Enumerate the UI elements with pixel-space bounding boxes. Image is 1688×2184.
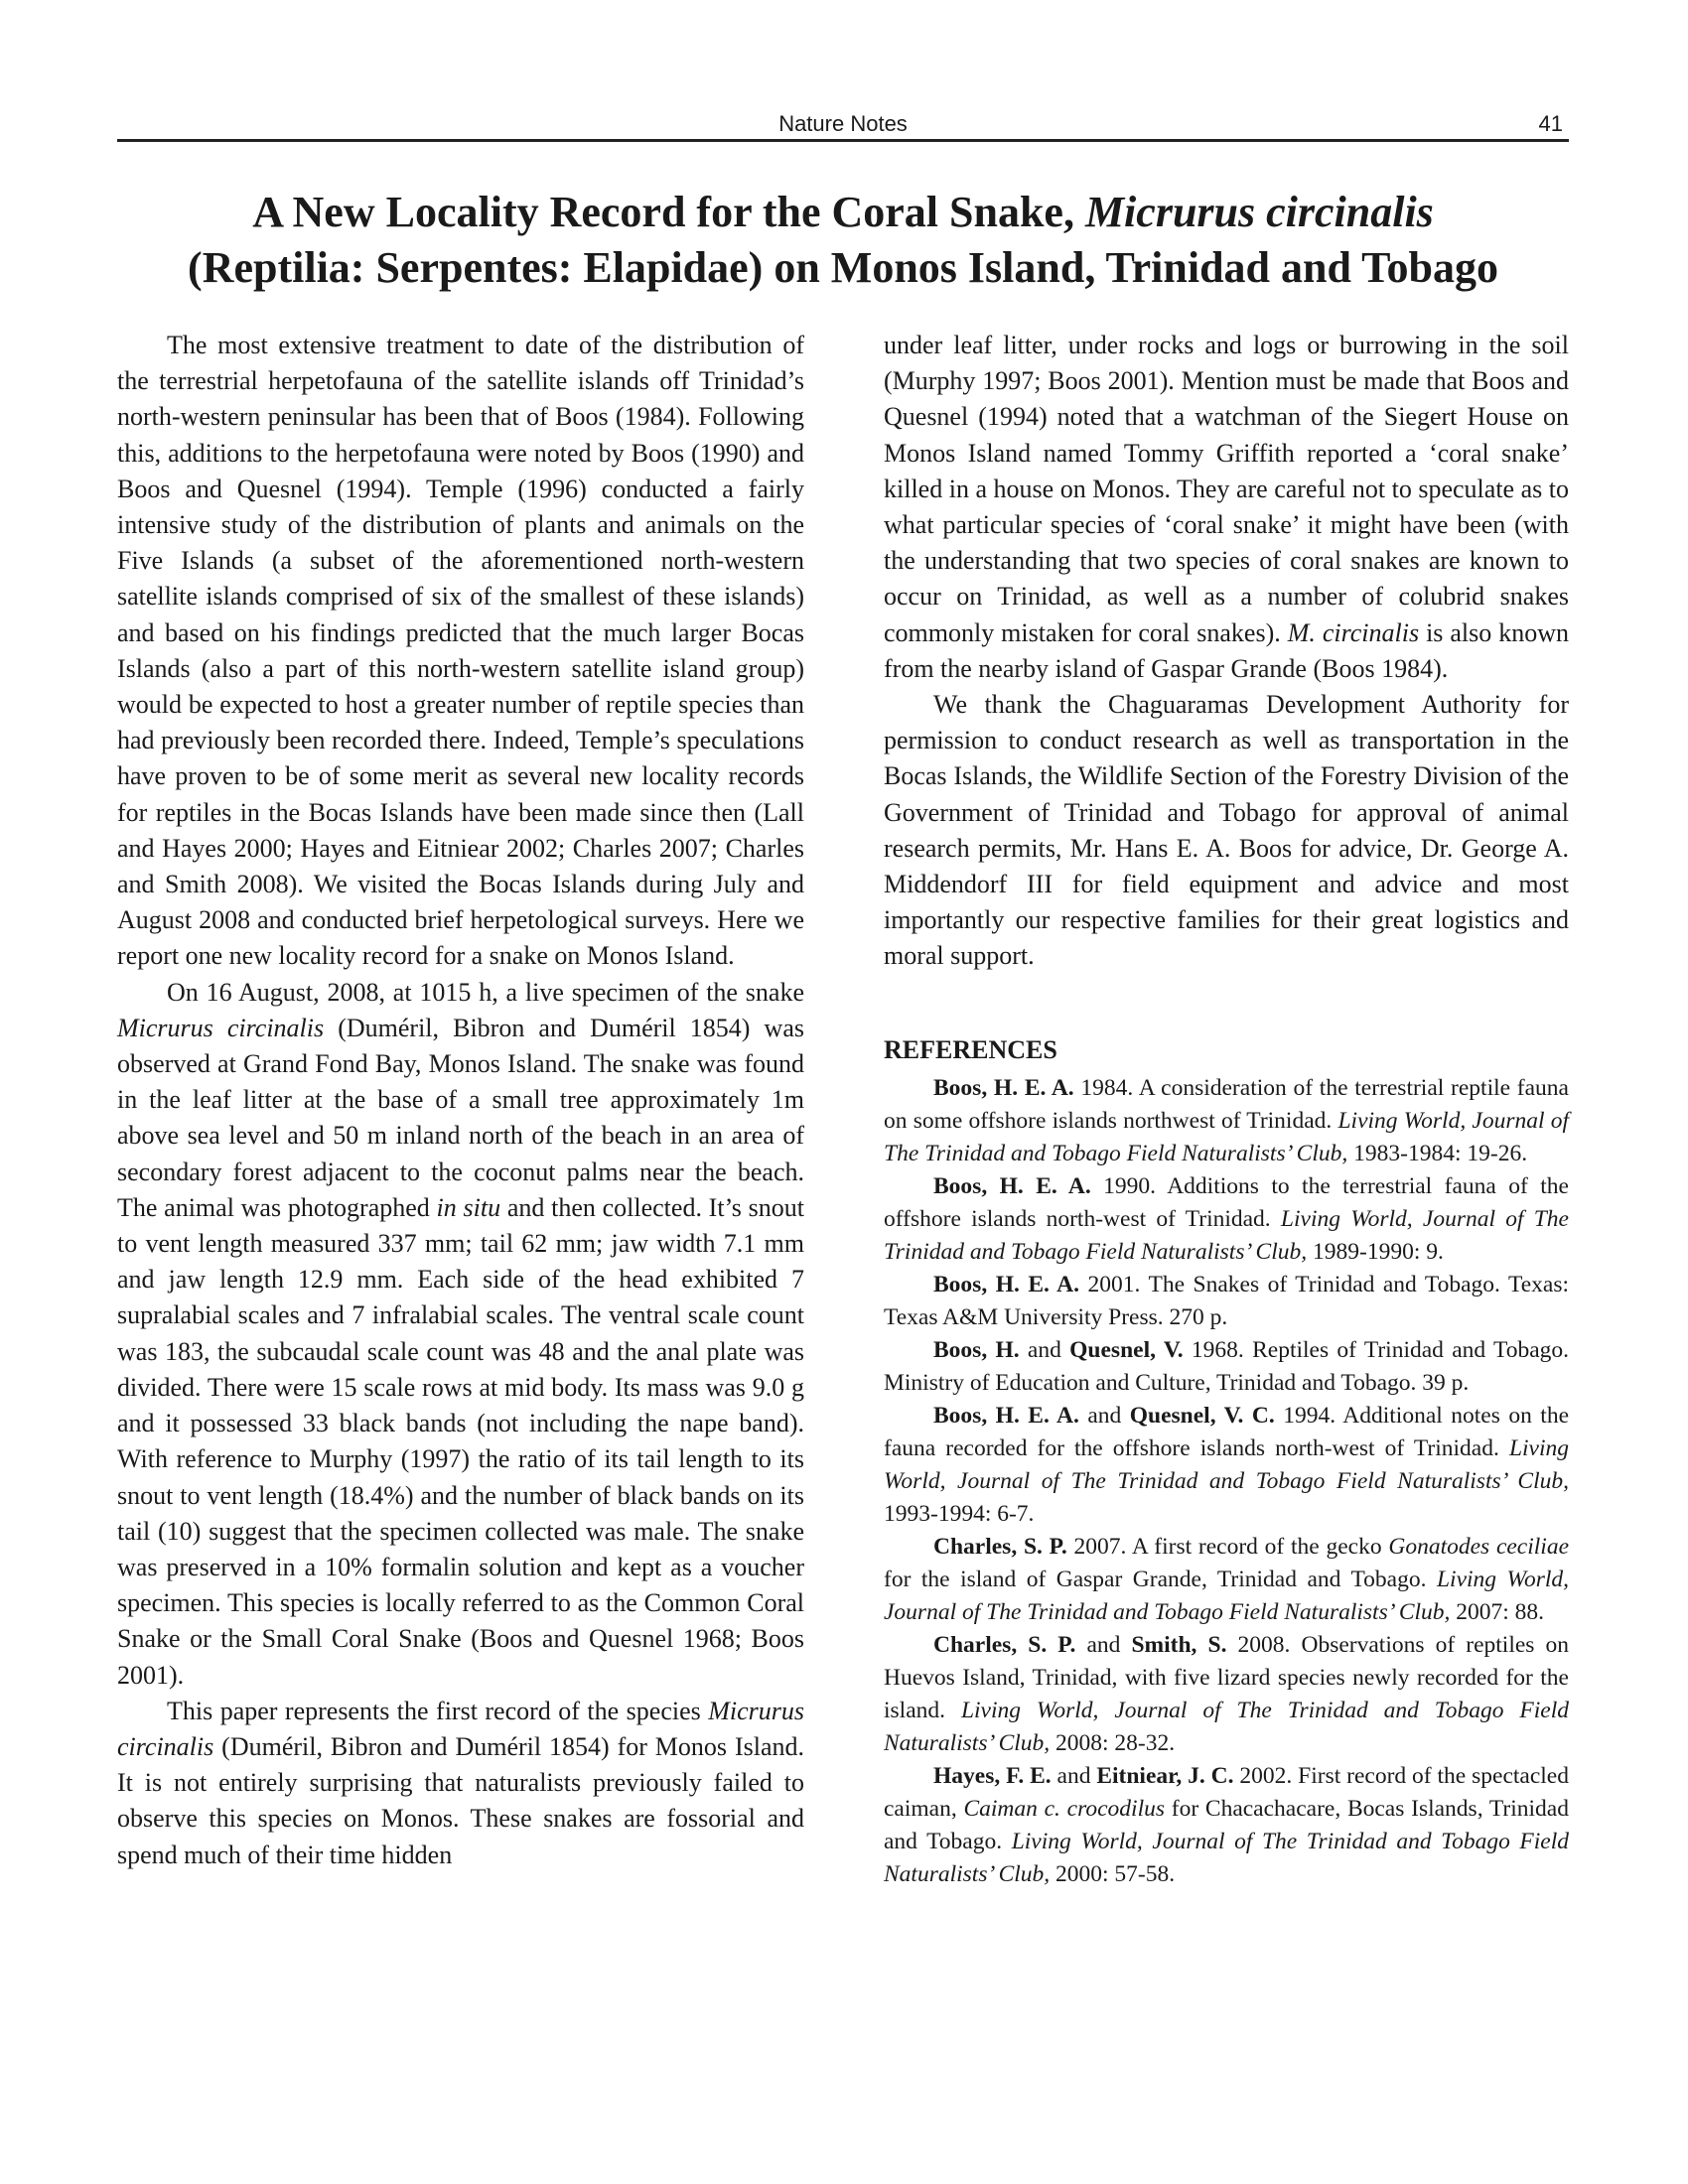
reference-item: [884, 1334, 1569, 1400]
header-rule: [117, 139, 1569, 142]
ref-author-2: Quesnel, V.: [1069, 1336, 1184, 1363]
ref-text: 1968. Reptiles of Trinidad and Tobago. Ministry of Education and Culture, Trinidad and Tobago. 39 p.: [884, 1336, 1569, 1396]
ref-species: Caiman c. crocodilus: [963, 1795, 1166, 1822]
article-title: [117, 185, 1569, 296]
body-paragraph-3-continued: [884, 328, 1569, 687]
right-column: [884, 328, 1569, 1891]
ref-text: 2007. A first record of the gecko: [1066, 1533, 1389, 1560]
ref-text: 1990. Additions to the terrestrial fauna of the offshore islands north-west of Trinidad.: [884, 1172, 1569, 1232]
ref-text: 2001. The Snakes of Trinidad and Tobago. Texas: Texas A&M University Press. 270 p.: [884, 1271, 1570, 1330]
ref-text-2: for the island of Gaspar Grande, Trinidad and Tobago.: [884, 1566, 1437, 1592]
ref-author: Boos, H. E. A.: [933, 1074, 1074, 1101]
references-heading: REFERENCES: [884, 1034, 1057, 1064]
ref-journal: Living World, Journal of The Trinidad and Tobago Field Naturalists’ Club,: [884, 1828, 1569, 1887]
p3c-species: M. circinalis: [1287, 617, 1420, 647]
ref-author-2: Quesnel, V. C.: [1129, 1402, 1275, 1429]
p3c-text-b: is also known from the nearby island of Gaspar Grande (Boos 1984).: [884, 617, 1570, 683]
ref-author: Boos, H.: [933, 1336, 1020, 1363]
ref-pages: 2000: 57-58.: [1050, 1860, 1176, 1887]
p2-species: Micrurus circinalis: [117, 1013, 325, 1042]
reference-item: [884, 1269, 1569, 1334]
running-header: [117, 111, 1569, 139]
p2-text-b: (Duméril, Bibron and Duméril 1854) was observed at Grand Fond Bay, Monos Island. The snake was found in the leaf litter at the base of a small tree approximately 1m above sea level and 50 m inland north of the beach in an area of secondary forest adjacent to the coconut palms near the beach. The animal was photographed: [117, 1013, 804, 1222]
title-text-pre: A New Locality Record for the Coral Snake,: [252, 188, 1085, 236]
ref-and: and: [1019, 1336, 1070, 1363]
ref-text: 1994. Additional notes on the fauna recorded for the offshore islands north-west of Trinidad.: [884, 1402, 1569, 1461]
reference-item: [884, 1400, 1569, 1531]
ref-author: Charles, S. P.: [933, 1631, 1076, 1658]
p2-text-c: and then collected. It’s snout to vent length measured 337 mm; tail 62 mm; jaw width 7.1 mm and jaw length 12.9 mm. Each side of the head exhibited 7 supralabial scales and 7 infralabial scales. The ventral scale count was 183, the subcaudal scale count was 48 and the anal plate was divided. There were 15 scale rows at mid body. Its mass was 9.0 g and it possessed 33 black bands (not including the nape band). With reference to Murphy (1997) the ratio of its tail length to its snout to vent length (18.4%) and the number of black bands on its tail (10) suggest that the specimen collected was male. The snake was preserved in a 10% formalin solution and kept as a voucher specimen. This species is locally referred to as the Common Coral Snake or the Small Coral Snake (Boos and Quesnel 1968; Boos 2001).: [117, 1192, 804, 1690]
ref-pages: 2007: 88.: [1450, 1598, 1545, 1625]
ref-journal: Living World, Journal of The Trinidad and Tobago Field Naturalists’ Club,: [884, 1697, 1569, 1756]
ref-pages: 1989-1990: 9.: [1307, 1238, 1444, 1265]
ref-pages: 2008: 28-32.: [1050, 1729, 1176, 1756]
ref-author: Hayes, F. E.: [933, 1762, 1052, 1789]
ref-author: Boos, H. E. A.: [933, 1271, 1079, 1297]
reference-item: [884, 1629, 1569, 1760]
body-paragraph-2: [117, 975, 804, 1694]
p2-in-situ: in situ: [436, 1192, 501, 1222]
ref-text: 2002. First record of the spectacled caiman,: [884, 1762, 1569, 1822]
p2-text-a: On 16 August, 2008, at 1015 h, a live specimen of the snake: [167, 977, 804, 1007]
title-text-post: (Reptilia: Serpentes: Elapidae) on Monos Island, Trinidad and Tobago: [188, 243, 1498, 292]
body-paragraph-1: The most extensive treatment to date of the distribution of the terrestrial herpetofauna of the satellite islands off Trinidad’s north-western peninsular has been that of Boos (1984). Following this, additions to the herpetofauna were noted by Boos (1990) and Boos and Quesnel (1994). Temple (1996) conducted a fairly intensive study of the distribution of plants and animals on the Five Islands (a subset of the aforementioned north-western satellite islands comprised of six of the smallest of these islands) and based on his findings predicted that the much larger Bocas Islands (also a part of this north-western satellite island group) would be expected to host a greater number of reptile species than had previously been recorded there. Indeed, Temple’s speculations have proven to be of some merit as several new locality records for reptiles in the Bocas Islands have been made since then (Lall and Hayes 2000; Hayes and Eitniear 2002; Charles 2007; Charles and Smith 2008). We visited the Bocas Islands during July and August 2008 and conducted brief herpetological surveys. Here we report one new locality record for a snake on Monos Island.: [117, 331, 804, 971]
ref-author-2: Eitniear, J. C.: [1096, 1762, 1234, 1789]
ref-text: 2008. Observations of reptiles on Huevos Island, Trinidad, with five lizard species newly recorded for the island.: [884, 1631, 1570, 1723]
ref-and: and: [1075, 1631, 1132, 1658]
ref-journal: Living World, Journal of The Trinidad and Tobago Field Naturalists’ Club,: [884, 1566, 1569, 1625]
page-number: 41: [1538, 111, 1563, 136]
ref-author: Charles, S. P.: [933, 1533, 1067, 1560]
p3-species: Micrurus circinalis: [117, 1696, 804, 1761]
ref-and: and: [1051, 1762, 1097, 1789]
reference-item: [884, 1072, 1569, 1170]
ref-pages: 1993-1994: 6-7.: [884, 1500, 1035, 1527]
reference-item: [884, 1531, 1569, 1629]
ref-pages: 1983-1984: 19-26.: [1347, 1140, 1528, 1166]
ref-journal: Living World, Journal of The Trinidad and Tobago Field Naturalists’ Club,: [884, 1205, 1569, 1265]
reference-item: [884, 1170, 1569, 1269]
p3-text-b: (Duméril, Bibron and Duméril 1854) for Monos Island. It is not entirely surprising that naturalists previously failed to observe this species on Monos. These snakes are fossorial and spend much of their time hidden: [117, 1731, 804, 1869]
p3c-text-a: under leaf litter, under rocks and logs or burrowing in the soil (Murphy 1997; Boos 2001). Mention must be made that Boos and Quesnel (1994) noted that a watchman of the Siegert House on Monos Island named Tommy Griffith reported a ‘coral snake’ killed in a house on Monos. They are careful not to speculate as to what particular species of ‘coral snake’ it might have been (with the understanding that two species of coral snakes are known to occur on Trinidad, as well as a number of colubrid snakes commonly mistaken for coral snakes).: [884, 331, 1569, 647]
ref-author-2: Smith, S.: [1131, 1631, 1227, 1658]
left-column: [117, 328, 804, 1873]
reference-item: [884, 1760, 1569, 1891]
p3-text-a: This paper represents the first record of the species: [167, 1696, 709, 1725]
ref-journal: Living World, Journal of The Trinidad and Tobago Field Naturalists’ Club,: [884, 1434, 1569, 1494]
body-paragraph-3: [117, 1694, 804, 1873]
ref-author: Boos, H. E. A.: [933, 1172, 1091, 1199]
acknowledgements-paragraph: We thank the Chaguaramas Development Authority for permission to conduct research as well as transportation in the Bocas Islands, the Wildlife Section of the Forestry Division of the Government of Trinidad and Tobago for approval of animal research permits, Mr. Hans E. A. Boos for advice, Dr. George A. Middendorf III for field equipment and advice and most importantly our respective families for their great logistics and moral support.: [884, 690, 1569, 971]
ref-text: 1984. A consideration of the terrestrial reptile fauna on some offshore islands northwest of Trinidad.: [884, 1074, 1569, 1134]
ref-and: and: [1078, 1402, 1130, 1429]
ref-journal: Living World, Journal of The Trinidad and Tobago Field Naturalists’ Club,: [884, 1107, 1569, 1166]
ref-text-2: for Chacachacare, Bocas Islands, Trinidad and Tobago.: [884, 1795, 1569, 1854]
ref-author: Boos, H. E. A.: [933, 1402, 1079, 1429]
ref-species: Gonatodes ceciliae: [1388, 1533, 1570, 1560]
section-name: Nature Notes: [778, 111, 908, 136]
title-species: Micrurus circinalis: [1084, 188, 1434, 236]
